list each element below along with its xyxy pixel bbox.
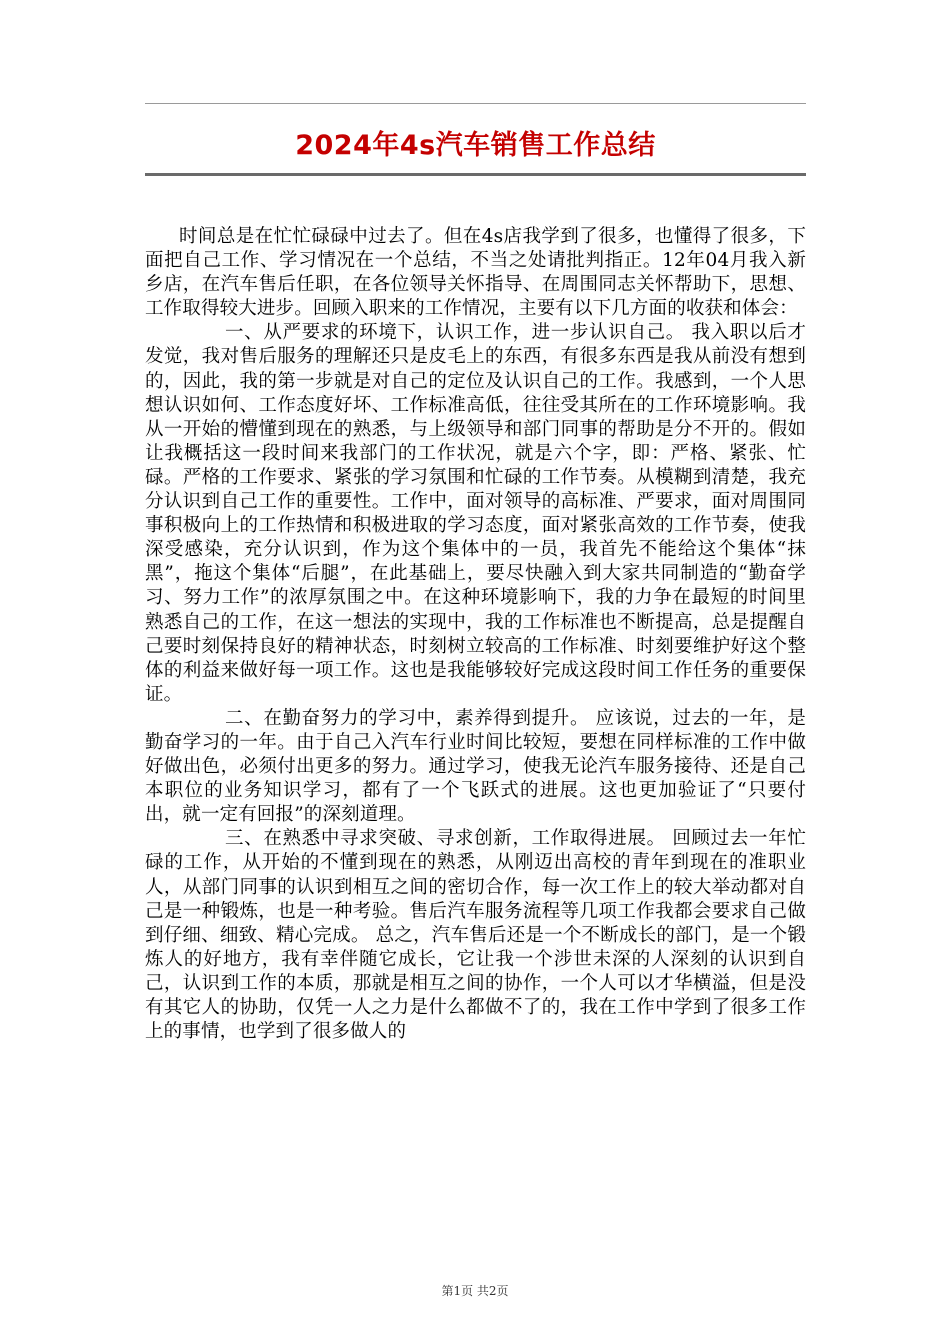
paragraph-section-2: 二、在勤奋努力的学习中，素养得到提升。 应该说，过去的一年，是勤奋学习的一年。由于自己入汽车行业时间比较短，要想在同样标准的工作中做好做出色，必须付出更多的努力。通过学习，使我无论汽车服务接待、还是自己本职位的业务知识学习，都有了一个飞跃式的进展。这也更加验证了“只要付出，就一定有回报”的深刻道理。 xyxy=(145,707,806,826)
paragraph-section-3: 三、在熟悉中寻求突破、寻求创新，工作取得进展。 回顾过去一年忙碌的工作，从开始的不懂到现在的熟悉，从刚迈出高校的青年到现在的准职业人，从部门同事的认识到相互之间的密切合作，每一次工作上的较大举动都对自己是一种锻炼，也是一种考验。售后汽车服务流程等几项工作我都会要求自己做到仔细、细致、精心完成。 总之，汽车售后还是一个不断成长的部门，是一个锻炼人的好地方，我有幸伴随它成长，它让我一个涉世未深的人深刻的认识到自己，认识到工作的本质，那就是相互之间的协作，一个人可以才华横溢，但是没有其它人的协助，仅凭一人之力是什么都做不了的，我在工作中学到了很多工作上的事情，也学到了很多做人的 xyxy=(145,828,806,1043)
document-title: 2024年4s汽车销售工作总结 xyxy=(295,130,656,161)
paragraph-section-1: 一、从严要求的环境下，认识工作，进一步认识自己。 我入职以后才发觉，我对售后服务的理解还只是皮毛上的东西，有很多东西是我从前没有想到的，因此，我的第一步就是对自己的定位及认识自己的工作。我感到，一个人思想认识如何、工作态度好坏、工作标准高低，往往受其所在的工作环境影响。我从一开始的懵懂到现在的熟悉，与上级领导和部门同事的帮助是分不开的。假如让我概括这一段时间来我部门的工作状况，就是六个字，即：严格、紧张、忙碌。严格的工作要求、紧张的学习氛围和忙碌的工作节奏。从模糊到清楚，我充分认识到自己工作的重要性。工作中，面对领导的高标准、严要求，面对周围同事积极向上的工作热情和积极进取的学习态度，面对紧张高效的工作节奏，使我深受感染，充分认识到，作为这个集体中的一员，我首先不能给这个集体“抹黑”，拖这个集体“后腿”，在此基础上，要尽快融入到大家共同制造的“勤奋学习、努力工作”的浓厚氛围之中。在这种环境影响下，我的力争在最短的时间里熟悉自己的工作，在这一想法的实现中，我的工作标准也不断提高，总是提醒自己要时刻保持良好的精神状态，时刻树立较高的工作标准、时刻要维护好这个整体的利益来做好每一项工作。这也是我能够较好完成这段时间工作任务的重要保证。 xyxy=(145,322,806,705)
header-rule-bottom xyxy=(145,173,806,176)
paragraph-intro: 时间总是在忙忙碌碌中过去了。但在4s店我学到了很多，也懂得了很多，下面把自己工作、学习情况在一个总结，不当之处请批判指正。12年04月我入新乡店，在汽车售后任职，在各位领导关怀指导、在周围同志关怀帮助下，思想、工作取得较大进步。回顾入职来的工作情况，主要有以下几方面的收获和体会： xyxy=(145,226,806,320)
header-rule-top xyxy=(145,103,806,104)
document-body xyxy=(145,225,806,1044)
page-number-footer: 第1页 共2页 xyxy=(441,1284,509,1298)
